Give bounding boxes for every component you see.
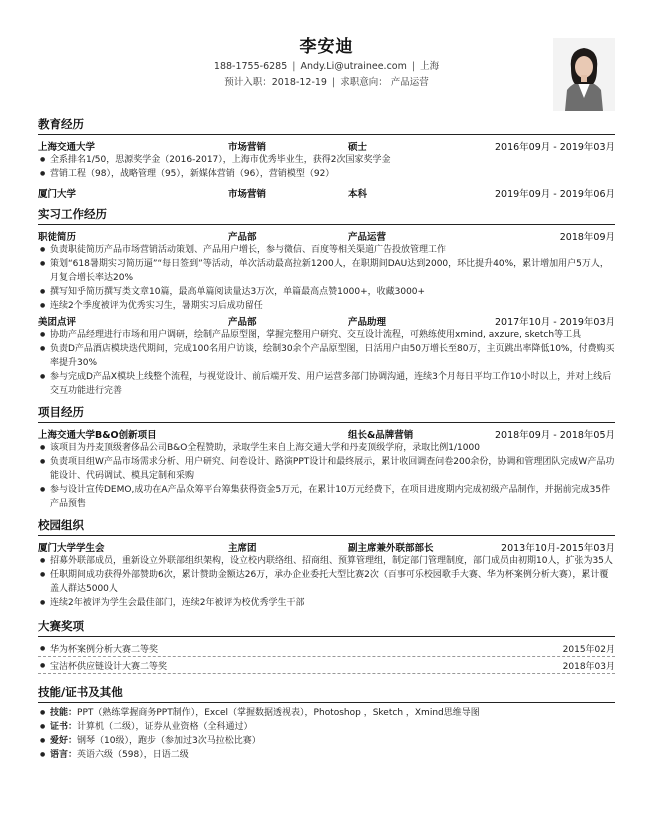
join-date: 预计入职：2018-12-19 (224, 77, 327, 88)
education-bullets (38, 153, 615, 181)
skill-text: 计算机（二级），证券从业资格（全科通过） (77, 722, 253, 732)
date: 2019年09月 - 2019年06月 (495, 188, 615, 200)
education-title: 教育经历 (38, 116, 615, 135)
skills-title: 技能/证书及其他 (38, 684, 615, 703)
list-item: ● 招募外联部成员，重新设立外联部组织架构，设立校内联络组、招商组、预算管理组，制定部门管理制度，部门成员由初期10人，扩张为35人 (38, 554, 615, 568)
skill-text: PPT（熟练掌握商务PPT制作），Excel（掌握数据透视表），Photoshop ，Sketch ，Xmind思维导图 (77, 708, 480, 718)
date: 2013年10月-2015年03月 (501, 542, 615, 554)
date: 2016年09月 - 2019年03月 (495, 141, 615, 153)
date: 2018年09月 (559, 231, 615, 243)
email[interactable]: Andy.Li@utrainee.com (300, 61, 407, 72)
internship-title: 实习工作经历 (38, 206, 615, 225)
list-item: ● 全系排名1/50，思源奖学金（2016-2017），上海市优秀毕业生，获得2次国家奖学金 (38, 153, 615, 167)
list-item: ● 连续2个季度被评为优秀实习生，暑期实习后成功留任 (38, 299, 615, 313)
list-item (38, 720, 615, 734)
date: 2018年09月 - 2018年05月 (495, 429, 615, 441)
list-item: ● 策划“618暑期实习简历逼”“每日签到”等活动，单次活动最高拉新1200人，在职期间DAU达到2000，环比提升40%，累计增加用户5万人，月复合增长率达20% (38, 257, 615, 285)
project-title: 项目经历 (38, 404, 615, 423)
internship-entry-head (38, 228, 615, 243)
company: 美团点评 (38, 316, 77, 328)
skill-text: 英语六级（598），日语二级 (77, 750, 189, 760)
skill-label: 证书： (50, 722, 78, 732)
awards-section (38, 618, 615, 674)
list-item: ● 撰写知乎简历撰写类文章10篇，最高单篇阅读量达3万次，单篇最高点赞1000+，收藏3000+ (38, 285, 615, 299)
city: 上海 (420, 61, 440, 72)
list-item: ● 负责D产品酒店模块迭代期间，完成100名用户访谈，绘制30余个产品原型图，日活用户由50万增长至80万，主页跳出率降低10%，付费购买率提升30% (38, 342, 615, 370)
major: 市场营销 (228, 141, 267, 153)
award-date: 2018年03月 (562, 661, 615, 672)
company: 职徒简历 (38, 231, 77, 243)
list-item (38, 706, 615, 720)
job-intent: 求职意向： 产品运营 (340, 77, 429, 88)
school: 上海交通大学 (38, 141, 96, 153)
campus-title: 校园组织 (38, 517, 615, 536)
skills-list (38, 706, 615, 762)
role: 产品助理 (348, 316, 387, 328)
resume-header (38, 0, 615, 116)
project-bullets (38, 441, 615, 511)
campus-section (38, 517, 615, 610)
major: 市场营销 (228, 188, 267, 200)
campus-entry-head (38, 539, 615, 554)
contact-line: 188-1755-6285 | Andy.Li@utrainee.com | 上海 (213, 61, 440, 72)
campus-bullets (38, 554, 615, 610)
education-section (38, 116, 615, 200)
department: 产品部 (228, 231, 257, 243)
internship-entry-head (38, 313, 615, 328)
list-item (38, 748, 615, 762)
internship-bullets (38, 243, 615, 313)
school: 厦门大学 (38, 188, 77, 200)
internship-bullets (38, 328, 615, 398)
list-item: ● 负责项目组W产品市场需求分析、用户研究、问卷设计、路演PPT设计和最终展示，累计收回调查问卷200余份，协调和管理团队完成W产品功能设计、代码调试、模具定制和采购 (38, 455, 615, 483)
list-item: ● 负责职徒简历产品市场营销活动策划、产品用户增长，参与微信、百度等相关渠道广告投放管理工作 (38, 243, 615, 257)
list-item: ● 该项目为丹麦顶级奢侈品公司B&O全程赞助，录取学生来自上海交通大学和丹麦顶级学府，录取比例1/1000 (38, 441, 615, 455)
list-item: ● 协助产品经理进行市场和用户调研，绘制产品原型图，掌握完整用户研究、交互设计流程，可熟练使用xmind, axzure, sketch等工具 (38, 328, 615, 342)
organization: 厦门大学学生会 (38, 542, 105, 554)
award-row (38, 657, 615, 674)
intent-line: 预计入职：2018-12-19 | 求职意向： 产品运营 (224, 77, 429, 88)
awards-title: 大赛奖项 (38, 618, 615, 637)
award-row (38, 640, 615, 657)
education-entry-head (38, 138, 615, 153)
award-date: 2015年02月 (562, 644, 615, 655)
degree: 硕士 (348, 141, 368, 153)
list-item: ● 连续2年被评为学生会最佳部门，连续2年被评为校优秀学生干部 (38, 596, 615, 610)
skill-label: 语言： (50, 750, 78, 760)
award-name: ● 华为杯案例分析大赛二等奖 (38, 642, 158, 655)
department: 主席团 (228, 542, 257, 554)
list-item: ● 营销工程（98），战略管理（95），新媒体营销（96），营销模型（92） (38, 167, 615, 181)
profile-photo (553, 38, 615, 111)
internship-section (38, 206, 615, 398)
education-entry-head (38, 185, 615, 200)
list-item: ● 任职期间成功获得外部赞助6次，累计赞助金额达26万，承办企业委托大型比赛2次（百事可乐校园歌手大赛、华为杯案例分析大赛），累计覆盖人群达5000人 (38, 568, 615, 596)
project-section (38, 404, 615, 511)
award-name: ● 宝洁杯供应链设计大赛二等奖 (38, 659, 167, 672)
role: 副主席兼外联部部长 (348, 542, 434, 554)
phone: 188-1755-6285 (213, 61, 288, 72)
list-item (38, 734, 615, 748)
list-item: ● 参与完成D产品X模块上线整个流程，与视觉设计、前后端开发、用户运营多部门协调沟通，连续3个月每日平均工作10小时以上，并对上线后交互功能进行完善 (38, 370, 615, 398)
project-name: 上海交通大学B&O创新项目 (38, 429, 157, 441)
degree: 本科 (348, 188, 368, 200)
role: 产品运营 (348, 231, 387, 243)
skill-label: 技能： (50, 708, 78, 718)
skills-section (38, 684, 615, 762)
department: 产品部 (228, 316, 257, 328)
role: 组长&品牌营销 (348, 429, 414, 441)
skill-label: 爱好： (50, 736, 78, 746)
date: 2017年10月 - 2019年03月 (495, 316, 615, 328)
list-item: ● 参与设计宣传DEMO,成功在A产品众筹平台筹集获得资金5万元，在累计10万元经费下，在项目进度期内完成初级产品制作，并据前完成35件产品预售 (38, 483, 615, 511)
skill-text: 钢琴（10级），跑步（参加过3次马拉松比赛） (77, 736, 261, 746)
project-entry-head (38, 426, 615, 441)
candidate-name: 李安迪 (299, 37, 354, 57)
